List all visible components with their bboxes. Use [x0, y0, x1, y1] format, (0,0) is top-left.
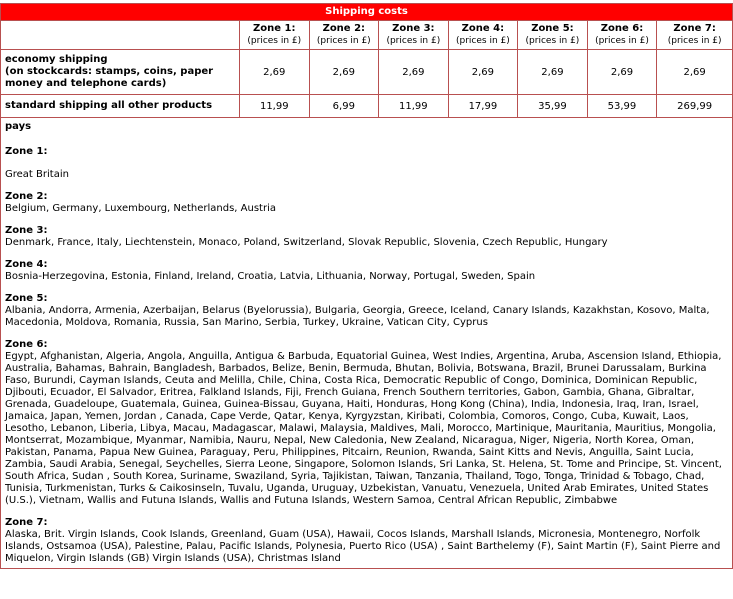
zone-header-1: [240, 21, 310, 50]
zone-block-6: [5, 339, 728, 507]
price-cell: 2,69: [587, 50, 657, 95]
pays-label: pays: [5, 121, 32, 132]
shipping-costs-table: [0, 3, 733, 569]
zone-header-unit: (prices in £): [386, 36, 441, 46]
zone-block-4: [5, 259, 728, 283]
zone-title: Zone 2:: [5, 191, 48, 202]
zone-title: Zone 5:: [5, 293, 48, 304]
zone-header-name: Zone 2:: [322, 23, 366, 34]
zone-header-unit: (prices in £): [667, 36, 722, 46]
zone-countries: Albania, Andorra, Armenia, Azerbaijan, Belarus (Byelorussia), Bulgaria, Georgia, Greece, Iceland, Canary Islands, Kazakhstan, Kosovo, Malta, Macedonia, Moldova, Romania, Russia, San Marino, Serbia, Turkey, Ukraine, Vatican City, Cyprus: [5, 305, 710, 328]
zone-header-7: [657, 21, 733, 50]
zone-block-2: [5, 191, 728, 215]
zone-title: Zone 1:: [5, 146, 48, 157]
zone-title: Zone 3:: [5, 225, 48, 236]
price-cell: 35,99: [518, 95, 588, 118]
zone-header-4: [448, 21, 518, 50]
zone-header-name: Zone 3:: [392, 23, 435, 34]
zone-countries: Bosnia-Herzegovina, Estonia, Finland, Ireland, Croatia, Latvia, Lithuania, Norway, Portugal, Sweden, Spain: [5, 271, 536, 282]
price-cell: 53,99: [587, 95, 657, 118]
standard-shipping-label: standard shipping all other products: [1, 95, 240, 118]
price-cell: 17,99: [448, 95, 518, 118]
price-cell: 2,69: [309, 50, 379, 95]
zone-header-unit: (prices in £): [456, 36, 510, 46]
zone-countries: Denmark, France, Italy, Liechtenstein, Monaco, Poland, Switzerland, Slovak Republic, Slovenia, Czech Republic, Hungary: [5, 237, 608, 248]
zone-block-1: [5, 146, 728, 181]
zone-title: Zone 7:: [5, 517, 48, 528]
zone-countries: Egypt, Afghanistan, Algeria, Angola, Anguilla, Antigua & Barbuda, Equatorial Guinea, West Indies, Argentina, Aruba, Ascension Island, Ethiopia, Australia, Bahamas, Bahrain, Bangladesh, Barbados, Belize, Benin, Bermuda, Bhutan, Bolivia, Botswana, Brazil, Brunei Darussalam, Burkina Faso, Burundi, Cayman Islands, Ceuta and Melilla, Chile, China, Costa Rica, Democratic Republic of Congo, Dominica, Dominican Republic, Djibouti, Ecuador, El Salvador, Eritrea, Falkland Islands, Fiji, French Guiana, French Southern territories, Gabon, Gambia, Ghana, Gibraltar, Grenada, Guadeloupe, Guatemala, Guinea, Guinea-Bissau, Guyana, Haiti, Honduras, Hong Kong (China), India, Indonesia, Iraq, Iran, Israel, Jamaica, Japan, Yemen, Jordan , Canada, Cape Verde, Qatar, Kenya, Kyrgyzstan, Kiribati, Colombia, Comoros, Congo, Cuba, Kuwait, Laos, Lesotho, Lebanon, Liberia, Libya, Macau, Madagascar, Malawi, Malaysia, Maldives, Mali, Morocco, Martinique, Mauritania, Mauritius, Mongolia, Montserrat, Mozambique, Myanmar, Namibia, Nauru, Nepal, New Caledonia, New Zealand, Nicaragua, Niger, Nigeria, North Korea, Oman, Pakistan, Panama, Papua New Guinea, Paraguay, Peru, Philippines, Pitcairn, Reunion, Rwanda, Saint Kitts and Nevis, Anguilla, Saint Lucia, Zambia, Saudi Arabia, Senegal, Seychelles, Sierra Leone, Singapore, Solomon Islands, Sri Lanka, St. Helena, St. Tome and Principe, St. Vincent, South Africa, Sudan , South Korea, Suriname, Swaziland, Syria, Tajikistan, Taiwan, Tanzania, Thailand, Togo, Tonga, Trinidad & Tobago, Chad, Tunisia, Turkmenistan, Turks & Caikosinseln, Tuvalu, Uganda, Uruguay, Uzbekistan, Vanuatu, Venezuela, United Arab Emirates, United States (U.S.), Vietnam, Wallis and Futuna Islands, Wallis and Futuna Islands, Western Samoa, Central African Republic, Zimbabwe: [5, 351, 722, 506]
pays-row: [1, 118, 733, 569]
zone-header-name: Zone 4:: [461, 23, 505, 34]
zone-header-3: [379, 21, 449, 50]
zone-header-unit: (prices in £): [525, 36, 580, 46]
zone-header-6: [587, 21, 657, 50]
zone-header-name: Zone 6:: [600, 23, 644, 34]
zone-header-name: Zone 1:: [253, 23, 296, 34]
zone-header-2: [309, 21, 379, 50]
row-label-line1: economy shipping: [5, 54, 108, 65]
zone-title: Zone 4:: [5, 259, 48, 270]
economy-shipping-row: [1, 50, 733, 95]
zone-block-7: [5, 517, 728, 565]
row-label-line2: (on stockcards: stamps, coins, paper money and telephone cards): [5, 66, 214, 89]
economy-shipping-label: [1, 50, 240, 95]
price-cell: 11,99: [240, 95, 310, 118]
price-cell: 2,69: [240, 50, 310, 95]
table-title: Shipping costs: [1, 4, 733, 21]
zone-header-unit: (prices in £): [247, 36, 302, 46]
zone-header-row: [1, 21, 733, 50]
zone-countries: Alaska, Brit. Virgin Islands, Cook Islands, Greenland, Guam (USA), Hawaii, Cocos Islands, Marshall Islands, Micronesia, Montenegro, Norfolk Islands, Ostsamoa (USA), Palestine, Palau, Pacific Islands, Polynesia, Puerto Rico (USA) , Saint Barthelemy (F), Saint Martin (F), Saint Pierre and Miquelon, Virgin Islands (GB) Virgin Islands (USA), Christmas Island: [5, 529, 721, 564]
standard-shipping-row: [1, 95, 733, 118]
zone-countries: Great Britain: [5, 169, 69, 180]
zone-header-name: Zone 7:: [673, 23, 716, 34]
price-cell: 6,99: [309, 95, 379, 118]
zone-block-3: [5, 225, 728, 249]
zone-header-5: [518, 21, 588, 50]
price-cell: 2,69: [657, 50, 733, 95]
zone-block-5: [5, 293, 728, 329]
price-cell: 269,99: [657, 95, 733, 118]
price-cell: 2,69: [518, 50, 588, 95]
zone-header-unit: (prices in £): [316, 36, 371, 46]
header-empty-cell: [1, 21, 240, 50]
price-cell: 2,69: [379, 50, 449, 95]
zone-header-name: Zone 5:: [531, 23, 574, 34]
zone-header-unit: (prices in £): [595, 36, 649, 46]
zone-countries: Belgium, Germany, Luxembourg, Netherlands, Austria: [5, 203, 276, 214]
price-cell: 11,99: [379, 95, 449, 118]
pays-cell: [1, 118, 733, 569]
price-cell: 2,69: [448, 50, 518, 95]
zone-title: Zone 6:: [5, 339, 48, 350]
